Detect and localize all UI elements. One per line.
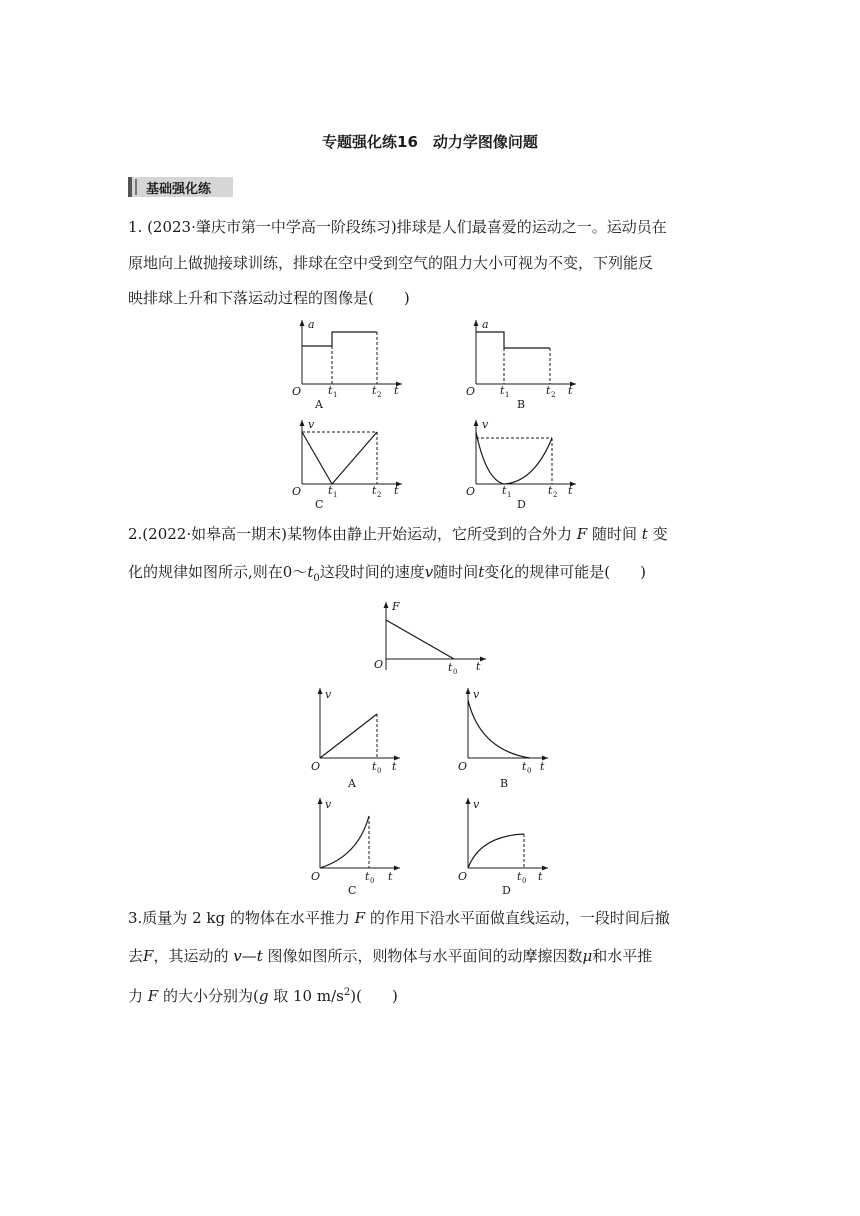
t0-sub: 0 [527, 767, 532, 775]
x-label: t [538, 870, 543, 883]
q1-line1: 1. (2023·肇庆市第一中学高一阶段练习)排球是人们最喜爱的运动之一。运动员在 [128, 218, 667, 236]
q3-text: 取 10 m/s [273, 987, 344, 1005]
q3-var-f: F [354, 909, 366, 927]
y-label: v [325, 688, 332, 701]
q1-graph-c [290, 418, 410, 510]
q3-text: )( ) [350, 987, 398, 1005]
q1-line3: 映排球上升和下落运动过程的图像是( ) [128, 289, 410, 307]
x-label: t [394, 484, 399, 497]
t1-sub: 1 [507, 491, 512, 499]
q2-text: 化的规律如图所示,则在0～ [128, 563, 308, 581]
option-label: A [315, 398, 323, 411]
option-label: A [348, 777, 356, 790]
t0-sub: 0 [453, 668, 458, 676]
curve [476, 332, 550, 348]
q3-text: ，其运动的 [153, 947, 229, 965]
t0-sub: 0 [377, 767, 382, 775]
y-label: v [482, 418, 489, 431]
t2-label: t [546, 384, 551, 397]
q2-text: 这段时间的速度 [319, 563, 425, 581]
q2-text: 变 [652, 525, 668, 543]
q3-text: 3.质量为 2 kg 的物体在水平推力 [128, 909, 350, 927]
origin-label: O [311, 760, 321, 773]
q3-var-v: v [233, 947, 242, 965]
q2-text: 变化的规律可能是( ) [484, 563, 646, 581]
section-label: 基础强化练 [146, 182, 212, 197]
q2-force-graph [366, 600, 496, 676]
t0-label: t [372, 760, 377, 773]
origin-label: O [292, 385, 302, 398]
t1-sub: 1 [505, 391, 510, 399]
q3-text: 的大小分别为( [163, 987, 259, 1005]
t1-label: t [500, 384, 505, 397]
origin-label: O [466, 485, 476, 498]
option-label: C [315, 498, 324, 511]
origin-label: O [458, 870, 468, 883]
y-label: a [308, 318, 315, 331]
x-label: t [540, 760, 545, 773]
y-label: a [482, 318, 489, 331]
t2-label: t [548, 484, 553, 497]
option-label: B [517, 398, 526, 411]
q3-text: 的作用下沿水平面做直线运动，一段时间后撤 [369, 909, 670, 927]
q2-var-t: t [641, 525, 648, 543]
q3-line3 [128, 985, 398, 1006]
q3-var-t: t [256, 947, 263, 965]
t2-label: t [372, 484, 377, 497]
option-label: C [348, 884, 357, 897]
t0-sub: 0 [522, 877, 527, 885]
y-label: v [473, 798, 480, 811]
q2-sub: 0 [313, 573, 320, 584]
t1-label: t [328, 384, 333, 397]
x-label: t [388, 870, 393, 883]
t2-label: t [372, 384, 377, 397]
option-label: D [517, 498, 526, 511]
y-label: v [325, 798, 332, 811]
origin-label: O [374, 658, 384, 671]
q2-var-f: F [576, 525, 588, 543]
curve [320, 816, 369, 868]
origin-label: O [458, 760, 468, 773]
option-label: D [502, 884, 511, 897]
q3-text: 和水平推 [592, 947, 653, 965]
x-label: t [476, 660, 481, 673]
x-label: t [568, 484, 573, 497]
t2-sub: 2 [377, 391, 382, 399]
force-line [386, 620, 454, 659]
y-label: v [473, 688, 480, 701]
t2-sub: 2 [377, 491, 382, 499]
x-label: t [392, 760, 397, 773]
q3-text: 力 [128, 987, 144, 1005]
t0-sub: 0 [370, 877, 375, 885]
t2-sub: 2 [551, 391, 556, 399]
t0-label: t [448, 661, 453, 674]
q3-text: 图像如图所示，则物体与水平面间的动摩擦因数 [267, 947, 583, 965]
origin-label: O [311, 870, 321, 883]
q1-graph-b [464, 318, 584, 410]
q2-text: 随时间 [433, 563, 479, 581]
curve [468, 700, 530, 758]
curve [320, 714, 377, 758]
q3-dash: — [241, 947, 257, 965]
q2-graph-c [308, 796, 408, 900]
q2-line1 [128, 523, 668, 544]
origin-label: O [466, 385, 476, 398]
t1-label: t [328, 484, 333, 497]
q3-var-f: F [143, 947, 154, 965]
q1-graph-d [464, 418, 584, 510]
q2-graph-a [308, 686, 408, 790]
q3-text: 去 [128, 947, 144, 965]
q2-var-t: t [478, 563, 485, 581]
origin-label: O [292, 485, 302, 498]
q2-line2 [128, 561, 646, 584]
t1-sub: 1 [333, 391, 338, 399]
t0-label: t [517, 870, 522, 883]
q2-text: 2.(2022·如皋高一期末)某物体由静止开始运动，它所受到的合外力 [128, 525, 572, 543]
y-label: v [308, 418, 315, 431]
curve [302, 432, 377, 484]
q3-var-mu: μ [582, 947, 593, 965]
y-label: F [392, 600, 400, 613]
section-header [128, 177, 233, 197]
q2-text: 随时间 [591, 525, 637, 543]
q3-sup: 2 [343, 987, 351, 998]
curve [302, 332, 377, 346]
curve [468, 834, 524, 868]
x-label: t [568, 384, 573, 397]
q2-graph-b [460, 686, 560, 790]
t0-label: t [522, 760, 527, 773]
q1-line2: 原地向上做抛接球训练，排球在空中受到空气的阻力大小可视为不变，下列能反 [128, 254, 654, 272]
q2-var-t0: t [307, 563, 314, 581]
q2-graph-d [460, 796, 560, 900]
option-label: B [500, 777, 509, 790]
t0-label: t [365, 870, 370, 883]
q3-var-f: F [147, 987, 159, 1005]
x-label: t [394, 384, 399, 397]
t1-sub: 1 [333, 491, 338, 499]
q1-graph-a [290, 318, 410, 410]
q2-var-v: v [424, 563, 434, 581]
curve [476, 432, 552, 484]
q3-line2 [128, 945, 652, 966]
page-title: 专题强化练16 动力学图像问题 [322, 133, 538, 151]
q3-line1 [128, 907, 670, 928]
t2-sub: 2 [553, 491, 558, 499]
t1-label: t [502, 484, 507, 497]
q3-var-g: g [258, 987, 269, 1005]
